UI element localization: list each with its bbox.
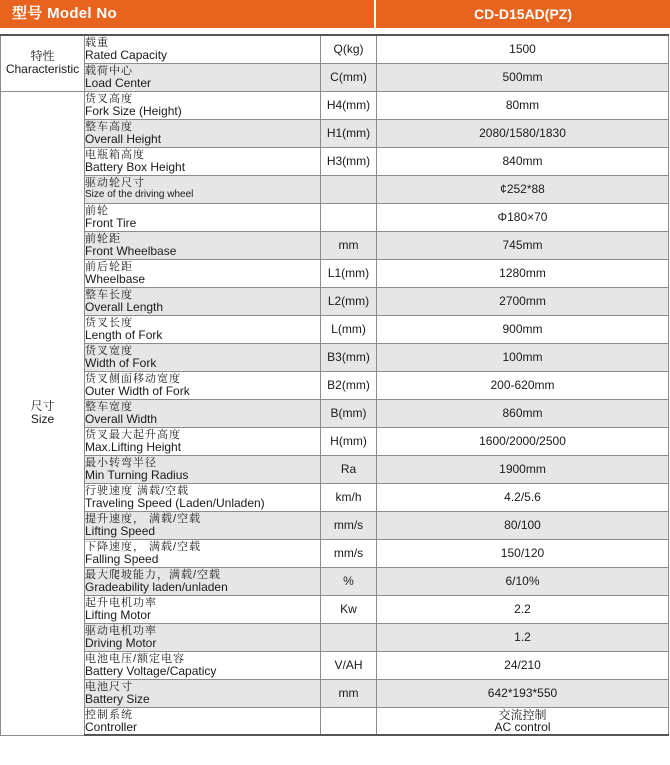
- group-characteristic: [1, 35, 85, 91]
- param-zh: 货叉高度: [85, 93, 133, 105]
- param-cell: [85, 175, 321, 203]
- value-cell: 4.2/5.6: [377, 483, 669, 511]
- param-en: Overall Height: [85, 132, 162, 146]
- table-row: [1, 231, 669, 259]
- param-cell: [85, 707, 321, 735]
- param-en: Controller: [85, 719, 138, 734]
- model-label: 型号 Model No: [12, 5, 117, 22]
- param-en: Lifting Motor: [85, 608, 152, 622]
- param-zh: 驱动轮尺寸: [85, 177, 145, 189]
- table-row: [1, 119, 669, 147]
- param-zh: 行驶速度 满载/空载: [85, 485, 190, 497]
- value-cell: Φ180×70: [377, 203, 669, 231]
- param-en: Min Turning Radius: [85, 468, 189, 482]
- unit-cell: Ra: [321, 455, 377, 483]
- value-cell: 2.2: [377, 595, 669, 623]
- param-zh: 提升速度， 满载/空载: [85, 513, 202, 525]
- param-en: Length of Fork: [85, 328, 163, 342]
- value-zh: 交流控制: [498, 707, 547, 722]
- table-row: [1, 91, 669, 119]
- table-row: [1, 399, 669, 427]
- param-cell: [85, 203, 321, 231]
- param-zh: 货叉最大起升高度: [85, 429, 181, 441]
- param-zh: 最小转弯半径: [85, 457, 157, 469]
- unit-cell: [321, 175, 377, 203]
- table-row: [1, 567, 669, 595]
- value-cell: [377, 707, 669, 735]
- param-zh: 起升电机功率: [85, 597, 157, 609]
- table-row: [1, 651, 669, 679]
- param-cell: [85, 35, 321, 63]
- param-cell: [85, 63, 321, 91]
- value-cell: 1600/2000/2500: [377, 427, 669, 455]
- param-en: Overall Width: [85, 412, 158, 426]
- unit-cell: C(mm): [321, 63, 377, 91]
- unit-cell: %: [321, 567, 377, 595]
- value-cell: 6/10%: [377, 567, 669, 595]
- unit-cell: mm/s: [321, 539, 377, 567]
- value-cell: 1500: [377, 35, 669, 63]
- value-cell: 100mm: [377, 343, 669, 371]
- param-cell: [85, 539, 321, 567]
- table-row: [1, 287, 669, 315]
- param-zh: 载重: [85, 37, 109, 50]
- table-row: [1, 259, 669, 287]
- unit-cell: B2(mm): [321, 371, 377, 399]
- param-zh: 电池电压/额定电容: [85, 653, 186, 665]
- param-cell: [85, 427, 321, 455]
- param-zh: 货叉宽度: [85, 345, 133, 357]
- group-label-en: Size: [30, 412, 55, 426]
- table-row: [1, 371, 669, 399]
- param-zh: 整车高度: [85, 121, 133, 133]
- value-cell: 840mm: [377, 147, 669, 175]
- param-cell: [85, 343, 321, 371]
- param-cell: [85, 679, 321, 707]
- table-row: [1, 455, 669, 483]
- value-cell: 1900mm: [377, 455, 669, 483]
- group-size: [1, 91, 85, 735]
- param-en: Rated Capacity: [85, 48, 168, 63]
- value-cell: 1280mm: [377, 259, 669, 287]
- param-en: Wheelbase: [85, 272, 146, 286]
- param-zh: 前轮: [85, 205, 109, 217]
- table-row: [1, 511, 669, 539]
- spec-table: [0, 34, 669, 736]
- param-cell: [85, 455, 321, 483]
- param-zh: 最大爬坡能力，满载/空载: [85, 569, 222, 581]
- group-label-zh: 特性: [30, 49, 55, 64]
- table-row: [1, 203, 669, 231]
- value-cell: ¢252*88: [377, 175, 669, 203]
- value-en: AC control: [494, 719, 551, 734]
- param-cell: [85, 91, 321, 119]
- value-cell: 860mm: [377, 399, 669, 427]
- param-zh: 载荷中心: [85, 65, 133, 77]
- param-cell: [85, 651, 321, 679]
- unit-cell: V/AH: [321, 651, 377, 679]
- param-en: Front Wheelbase: [85, 244, 177, 258]
- param-cell: [85, 595, 321, 623]
- param-en: Max.Lifting Height: [85, 440, 182, 454]
- param-cell: [85, 511, 321, 539]
- group-label-en: Characteristic: [5, 62, 80, 77]
- unit-cell: mm: [321, 231, 377, 259]
- unit-cell: B(mm): [321, 399, 377, 427]
- table-row: [1, 707, 669, 735]
- param-cell: [85, 483, 321, 511]
- param-zh: 控制系统: [85, 708, 133, 721]
- param-en: Outer Width of Fork: [85, 384, 190, 398]
- param-zh: 整车长度: [85, 289, 133, 301]
- table-row: [1, 35, 669, 63]
- table-row: [1, 623, 669, 651]
- unit-cell: mm/s: [321, 511, 377, 539]
- param-en: Driving Motor: [85, 636, 157, 650]
- param-cell: [85, 119, 321, 147]
- value-cell: 80mm: [377, 91, 669, 119]
- value-cell: 2080/1580/1830: [377, 119, 669, 147]
- param-cell: [85, 259, 321, 287]
- param-en: Battery Size: [85, 692, 150, 706]
- unit-cell: Kw: [321, 595, 377, 623]
- param-en: Falling Speed: [85, 552, 159, 566]
- table-row: [1, 483, 669, 511]
- param-en: Gradeability laden/unladen: [85, 580, 228, 594]
- unit-cell: [321, 623, 377, 651]
- value-cell: 500mm: [377, 63, 669, 91]
- param-en: Load Center: [85, 76, 152, 90]
- value-cell: 642*193*550: [377, 679, 669, 707]
- value-cell: 900mm: [377, 315, 669, 343]
- model-value: CD-D15AD(PZ): [474, 6, 572, 22]
- param-en: Lifting Speed: [85, 524, 156, 538]
- unit-cell: Q(kg): [321, 35, 377, 63]
- param-en: Fork Size (Height): [85, 104, 182, 118]
- param-zh: 驱动电机功率: [85, 625, 157, 637]
- param-zh: 前轮距: [85, 233, 121, 245]
- unit-cell: H1(mm): [321, 119, 377, 147]
- table-row: [1, 63, 669, 91]
- unit-cell: H(mm): [321, 427, 377, 455]
- param-cell: [85, 371, 321, 399]
- param-en: Front Tire: [85, 216, 137, 230]
- unit-cell: mm: [321, 679, 377, 707]
- value-cell: 200-620mm: [377, 371, 669, 399]
- table-row: [1, 539, 669, 567]
- table-row: [1, 343, 669, 371]
- param-cell: [85, 147, 321, 175]
- unit-cell: [321, 707, 377, 735]
- table-row: [1, 679, 669, 707]
- param-cell: [85, 231, 321, 259]
- param-zh: 电池尺寸: [85, 681, 133, 693]
- param-cell: [85, 287, 321, 315]
- param-zh: 前后轮距: [85, 261, 133, 273]
- value-cell: 80/100: [377, 511, 669, 539]
- value-cell: 745mm: [377, 231, 669, 259]
- unit-cell: km/h: [321, 483, 377, 511]
- param-en: Battery Voltage/Capaticy: [85, 664, 217, 678]
- param-cell: [85, 567, 321, 595]
- param-en: Width of Fork: [85, 356, 157, 370]
- header-bar: [0, 0, 670, 28]
- unit-cell: H4(mm): [321, 91, 377, 119]
- unit-cell: L2(mm): [321, 287, 377, 315]
- value-cell: 2700mm: [377, 287, 669, 315]
- unit-cell: H3(mm): [321, 147, 377, 175]
- value-cell: 1.2: [377, 623, 669, 651]
- param-zh: 电瓶箱高度: [85, 149, 145, 161]
- param-cell: [85, 399, 321, 427]
- param-zh: 货叉长度: [85, 317, 133, 329]
- unit-cell: L(mm): [321, 315, 377, 343]
- param-cell: [85, 315, 321, 343]
- param-en: Battery Box Height: [85, 160, 186, 174]
- param-cell: [85, 623, 321, 651]
- param-zh: 下降速度， 满载/空载: [85, 541, 202, 553]
- unit-cell: L1(mm): [321, 259, 377, 287]
- param-en: Size of the driving wheel: [85, 189, 194, 200]
- param-zh: 整车宽度: [85, 401, 133, 413]
- param-zh: 货叉侧面移动宽度: [85, 373, 181, 385]
- table-row: [1, 315, 669, 343]
- param-en: Overall Length: [85, 300, 164, 314]
- group-label-zh: 尺寸: [30, 399, 55, 413]
- value-cell: 150/120: [377, 539, 669, 567]
- unit-cell: B3(mm): [321, 343, 377, 371]
- param-en: Traveling Speed (Laden/Unladen): [85, 496, 265, 510]
- unit-cell: [321, 203, 377, 231]
- table-row: [1, 595, 669, 623]
- table-row: [1, 427, 669, 455]
- value-cell: 24/210: [377, 651, 669, 679]
- table-row: [1, 147, 669, 175]
- table-row: [1, 175, 669, 203]
